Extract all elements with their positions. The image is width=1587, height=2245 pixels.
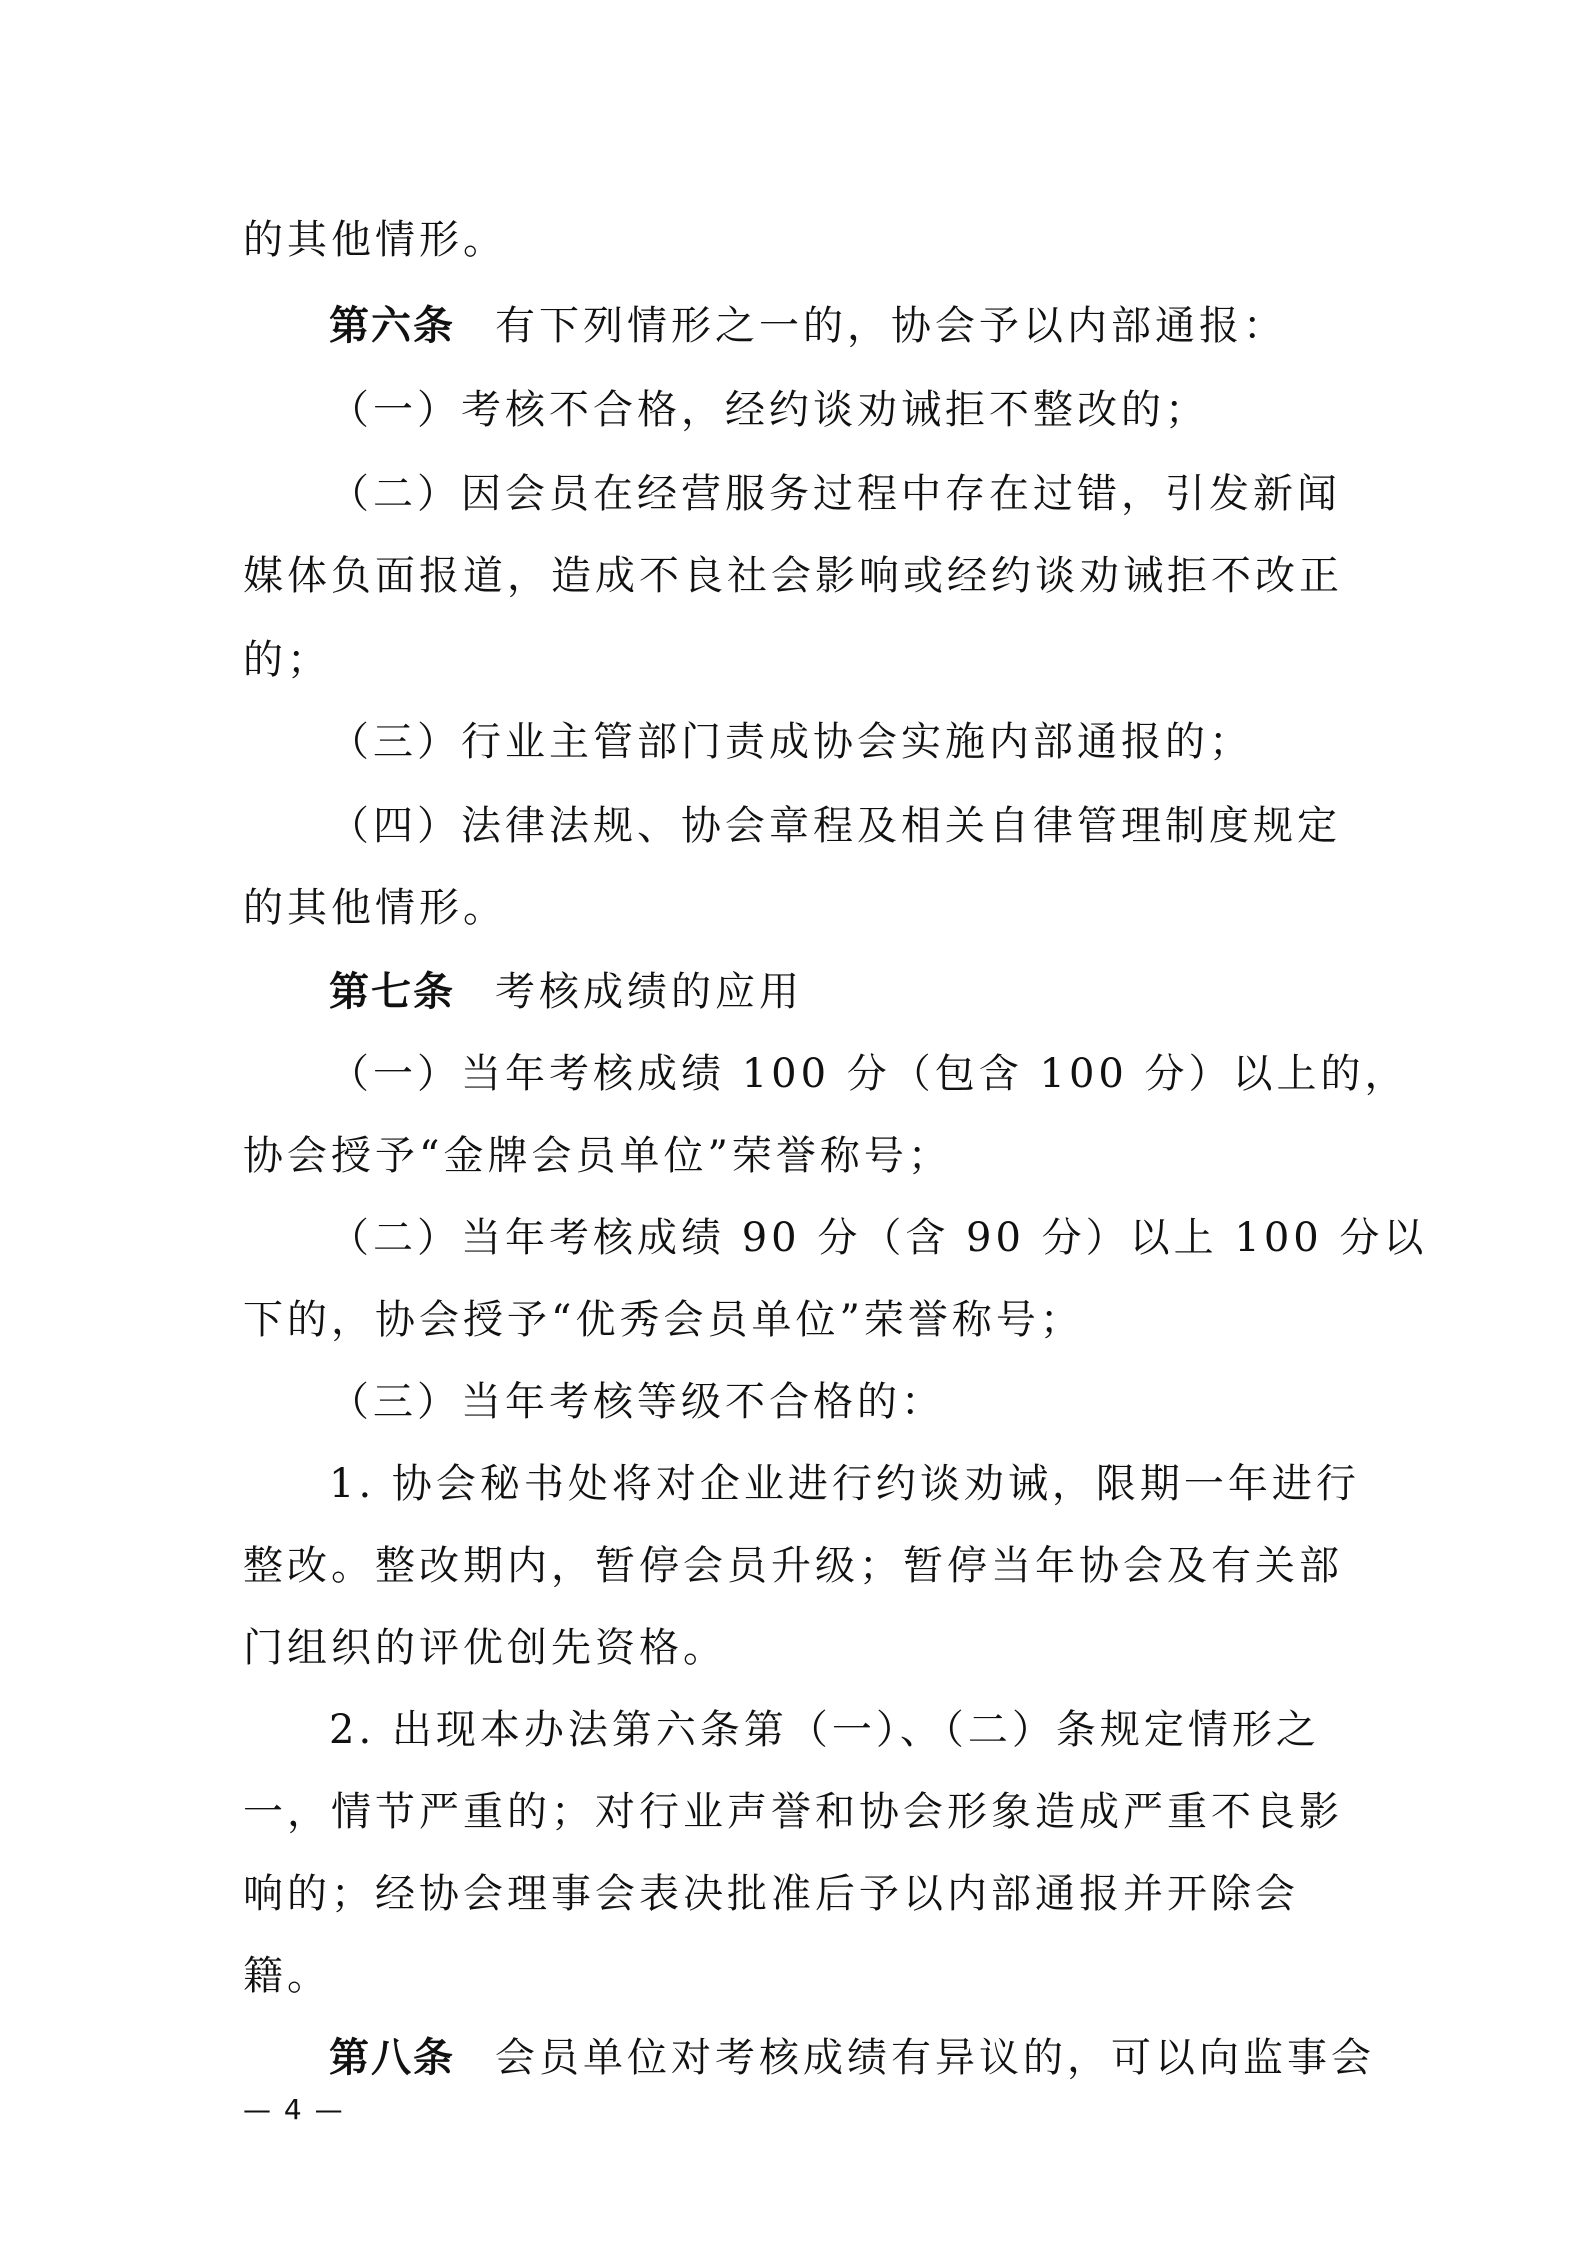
paragraph-line: 媒体负面报道，造成不良社会影响或经约谈劝诫拒不改正 — [243, 553, 1343, 599]
article-7-heading: 第七条 — [329, 969, 455, 1015]
paragraph-line: （三）行业主管部门责成协会实施内部通报的； — [329, 719, 1253, 765]
paragraph-line: 响的；经协会理事会表决批准后予以内部通报并开除会 — [243, 1871, 1299, 1917]
paragraph-line: 的； — [243, 637, 331, 683]
paragraph-line: （一）考核不合格，经约谈劝诫拒不整改的； — [329, 387, 1209, 433]
paragraph-line: （二）当年考核成绩 90 分（含 90 分）以上 100 分以 — [329, 1215, 1428, 1261]
paragraph-line: （三）当年考核等级不合格的： — [329, 1379, 945, 1425]
paragraph-line: 1. 协会秘书处将对企业进行约谈劝诫，限期一年进行 — [329, 1461, 1360, 1507]
paragraph-line: 门组织的评优创先资格。 — [243, 1625, 727, 1671]
article-6-text: 有下列情形之一的，协会予以内部通报： — [495, 303, 1287, 349]
paragraph-line: 2. 出现本办法第六条第（一）、（二）条规定情形之 — [329, 1707, 1320, 1753]
article-6-line — [329, 298, 1369, 354]
paragraph-line: 下的，协会授予“优秀会员单位”荣誉称号； — [243, 1297, 1084, 1343]
article-8-line — [329, 2030, 1375, 2086]
article-8-heading: 第八条 — [329, 2035, 455, 2081]
paragraph-line: 的其他情形。 — [243, 217, 507, 263]
paragraph-line: （四）法律法规、协会章程及相关自律管理制度规定 — [329, 803, 1341, 849]
paragraph-line: 协会授予“金牌会员单位”荣誉称号； — [243, 1133, 952, 1179]
article-7-text: 考核成绩的应用 — [495, 969, 803, 1015]
paragraph-line: 一，情节严重的；对行业声誉和协会形象造成严重不良影 — [243, 1789, 1343, 1835]
article-6-heading: 第六条 — [329, 303, 455, 349]
article-7-line — [329, 964, 1369, 1020]
article-8-text: 会员单位对考核成绩有异议的，可以向监事会 — [495, 2035, 1375, 2081]
paragraph-line: 整改。整改期内，暂停会员升级；暂停当年协会及有关部 — [243, 1543, 1343, 1589]
paragraph-line: 籍。 — [243, 1953, 331, 1999]
page-number: — 4 — — [243, 2093, 345, 2126]
paragraph-line: （二）因会员在经营服务过程中存在过错，引发新闻 — [329, 471, 1341, 517]
paragraph-line: 的其他情形。 — [243, 885, 507, 931]
paragraph-line: （一）当年考核成绩 100 分（包含 100 分）以上的， — [329, 1051, 1409, 1097]
